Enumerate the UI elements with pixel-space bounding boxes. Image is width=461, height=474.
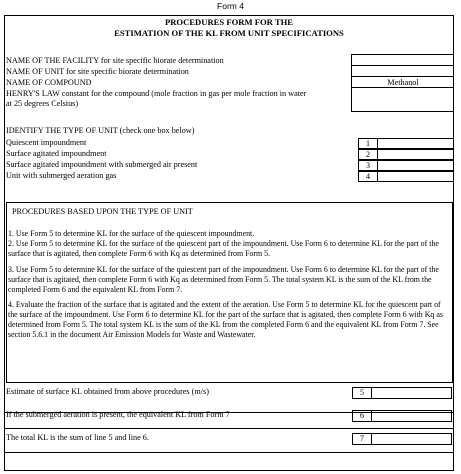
unit-type-label-3: Surface agitated impoundment with submerged air present <box>6 160 198 169</box>
result-separator <box>4 452 454 453</box>
result-number-7: 7 <box>352 433 372 445</box>
unit-type-checkbox-1[interactable] <box>378 138 454 149</box>
result-number-6: 6 <box>352 410 372 422</box>
unit-type-number-2: 2 <box>358 149 378 160</box>
form-number: Form 4 <box>217 1 244 11</box>
surface-kl-field[interactable] <box>372 387 452 399</box>
unit-type-label-4: Unit with submerged aeration gas <box>6 171 117 180</box>
total-kl-field[interactable] <box>372 433 452 445</box>
procedure-4: 4. Evaluate the fraction of the surface that is agitated and the extent of the aeration. Use Form 5 to determine KL for the quiescent part of the surface of the impoundment. Use Form 6 to determine KL for the part of the surface that is agitated, then complete Form 6 with Kq as determined from Form 5. The total system KL is the sum of the KL from the completed Form 6 and the equivalent KL from Form 7. See section 5.6.1 in the document Air Emission Models for Waste and Wastewater. <box>8 300 443 339</box>
result-separator <box>4 428 454 429</box>
procedure-3: 3. Use Form 5 to determine KL for the surface of the quiescent part of the impoundment. Use Form 6 to determine KL for the part of the surface that is agitated, then complete Form 6 with Kq as determined from Form 5. The total system KL is the sum of the KL from the completed Form 6 and the equivalent KL from Form 7. <box>8 265 439 294</box>
result-label-7: The total KL is the sum of line 5 and line 6. <box>6 433 149 442</box>
procedure-1: 1. Use Form 5 to determine KL for the surface of the quiescent impoundment. <box>8 229 255 238</box>
unit-type-number-4: 4 <box>358 171 378 182</box>
unit-type-label-1: Quiescent impoundment <box>6 138 87 147</box>
henrys-law-label: HENRY'S LAW constant for the compound (mole fraction in gas per mole fraction in water <box>6 89 307 98</box>
form-title-line2: ESTIMATION OF THE KL FROM UNIT SPECIFICATIONS <box>114 28 344 38</box>
unit-type-number-3: 3 <box>358 160 378 171</box>
result-label-5: Estimate of surface KL obtained from above procedures (m/s) <box>6 387 209 396</box>
facility-name-label: NAME OF THE FACILITY for site specific biorate determination <box>6 56 224 65</box>
equivalent-kl-field[interactable] <box>372 410 452 422</box>
unit-type-heading: IDENTIFY THE TYPE OF UNIT (check one box below) <box>6 126 195 135</box>
compound-name-label: NAME OF COMPOUND <box>6 78 92 87</box>
form-title-line1: PROCEDURES FORM FOR THE <box>164 17 294 27</box>
unit-type-checkbox-4[interactable] <box>378 171 454 182</box>
procedures-heading: PROCEDURES BASED UPON THE TYPE OF UNIT <box>12 207 193 216</box>
field-rule <box>351 54 454 55</box>
unit-type-number-1: 1 <box>358 138 378 149</box>
field-rule <box>351 111 454 112</box>
unit-type-checkbox-2[interactable] <box>378 149 454 160</box>
field-rule <box>351 65 454 66</box>
unit-type-label-2: Surface agitated impoundment <box>6 149 107 158</box>
result-label-6: If the submerged aeration is present, the equivalent KL from Form 7 <box>6 410 230 419</box>
henrys-law-label-cont: at 25 degrees Celsius) <box>6 99 79 108</box>
unit-type-checkbox-3[interactable] <box>378 160 454 171</box>
procedure-2: 2. Use Form 5 to determine KL for the surface of the quiescent part of the impoundment. Use Form 6 to determine KL for the part of the surface that is agitated, then complete Form 6 with Kq as determined from Form 5. <box>8 239 439 258</box>
compound-name-field[interactable]: Methanol <box>387 78 419 87</box>
result-number-5: 5 <box>352 387 372 399</box>
unit-name-label: NAME OF UNIT for site specific biorate determination <box>6 67 189 76</box>
field-rule <box>351 76 454 77</box>
